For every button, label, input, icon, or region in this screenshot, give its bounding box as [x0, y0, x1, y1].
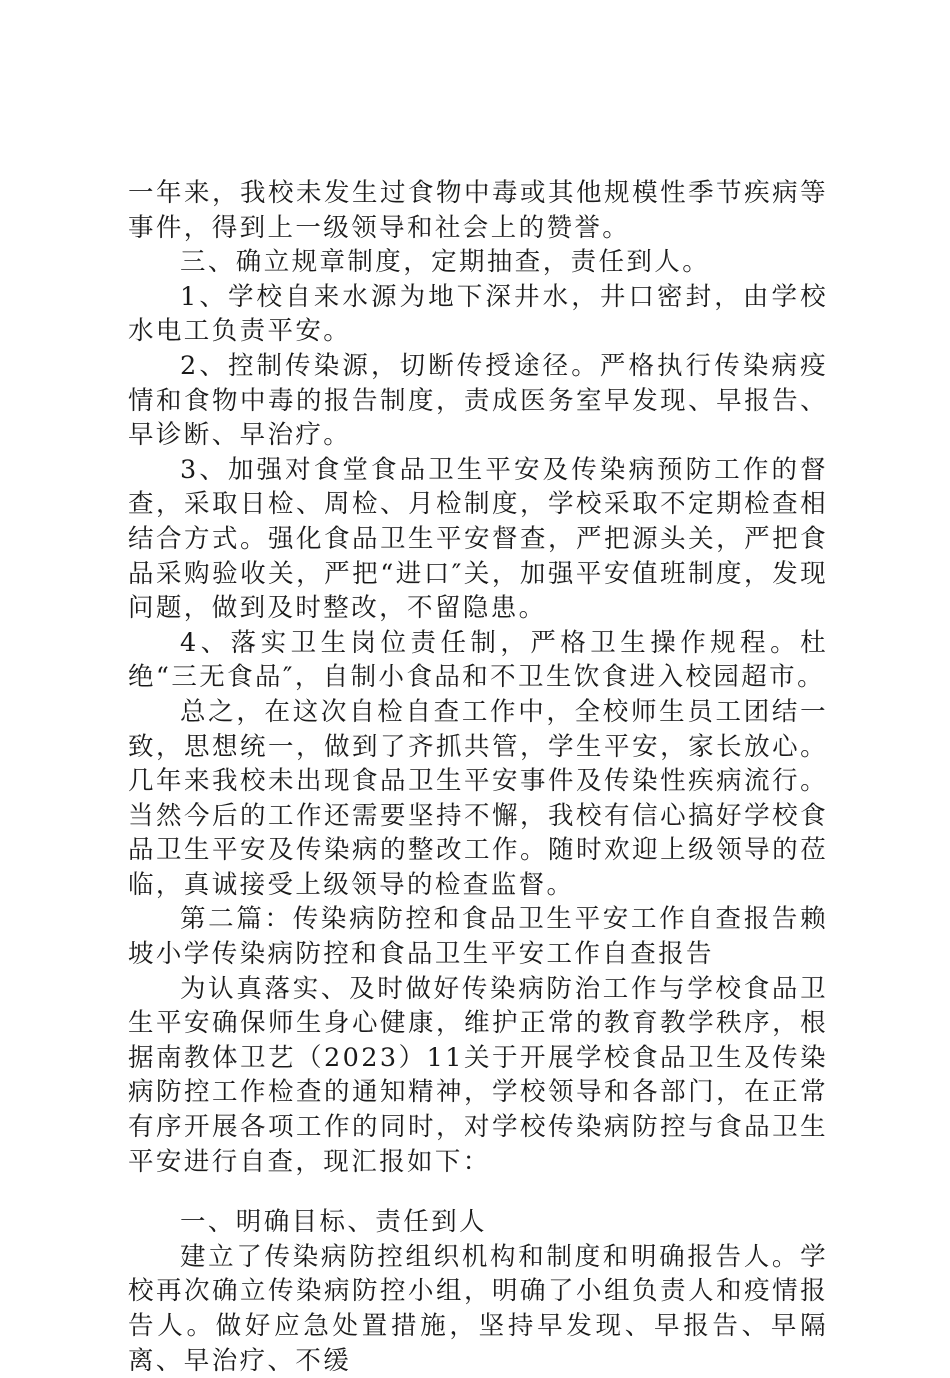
- section-heading-1: 一、明确目标、责任到人: [180, 1207, 487, 1238]
- chapter-two-title: 第二篇：传染病防控和食品卫生平安工作自查报告赖坡小学传染病防控和食品卫生平安工作自查报告: [128, 904, 828, 970]
- paragraph-summary: 总之，在这次自检自查工作中，全校师生员工团结一致，思想统一，做到了齐抓共管，学生平安，家长放心。几年来我校未出现食品卫生平安事件及传染性疾病流行。当然今后的工作还需要坚持不懈，我校有信心搞好学校食品卫生平安及传染病的整改工作。随时欢迎上级领导的莅临，真诚接受上级领导的检查监督。: [128, 696, 828, 900]
- paragraph-item-4: 4、落实卫生岗位责任制，严格卫生操作规程。杜绝“三无食品″，自制小食品和不卫生饮食进入校园超市。: [128, 627, 828, 693]
- document-body: [128, 176, 828, 1378]
- paragraph-item-1: 1、学校自来水源为地下深井水，井口密封，由学校水电工负责平安。: [128, 281, 828, 347]
- paragraph-intro: 为认真落实、及时做好传染病防治工作与学校食品卫生平安确保师生身心健康，维护正常的教育教学秩序，根据南教体卫艺（2023）11关于开展学校食品卫生及传染病防控工作检查的通知精神，学校领导和各部门，在正常有序开展各项工作的同时，对学校传染病防控与食品卫生平安进行自查，现汇报如下：: [128, 973, 828, 1177]
- paragraph-item-2: 2、控制传染源，切断传授途径。严格执行传染病疫情和食物中毒的报告制度，责成医务室早发现、早报告、早诊断、早治疗。: [128, 350, 828, 451]
- paragraph-section-1-body: 建立了传染病防控组织机构和制度和明确报告人。学校再次确立传染病防控小组，明确了小组负责人和疫情报告人。做好应急处置措施，坚持早发现、早报告、早隔离、早治疗、不缓: [128, 1241, 828, 1376]
- paragraph-1: 一年来，我校未发生过食物中毒或其他规模性季节疾病等事件，得到上一级领导和社会上的赞誉。: [128, 178, 828, 243]
- paragraph-item-3: 3、加强对食堂食品卫生平安及传染病预防工作的督查，采取日检、周检、月检制度，学校采取不定期检查相结合方式。强化食品卫生平安督查，严把源头关，严把食品采购验收关，严把“进口″关，加强平安值班制度，发现问题，做到及时整改，不留隐患。: [128, 454, 828, 624]
- section-heading-3: 三、确立规章制度，定期抽查，责任到人。: [180, 247, 711, 278]
